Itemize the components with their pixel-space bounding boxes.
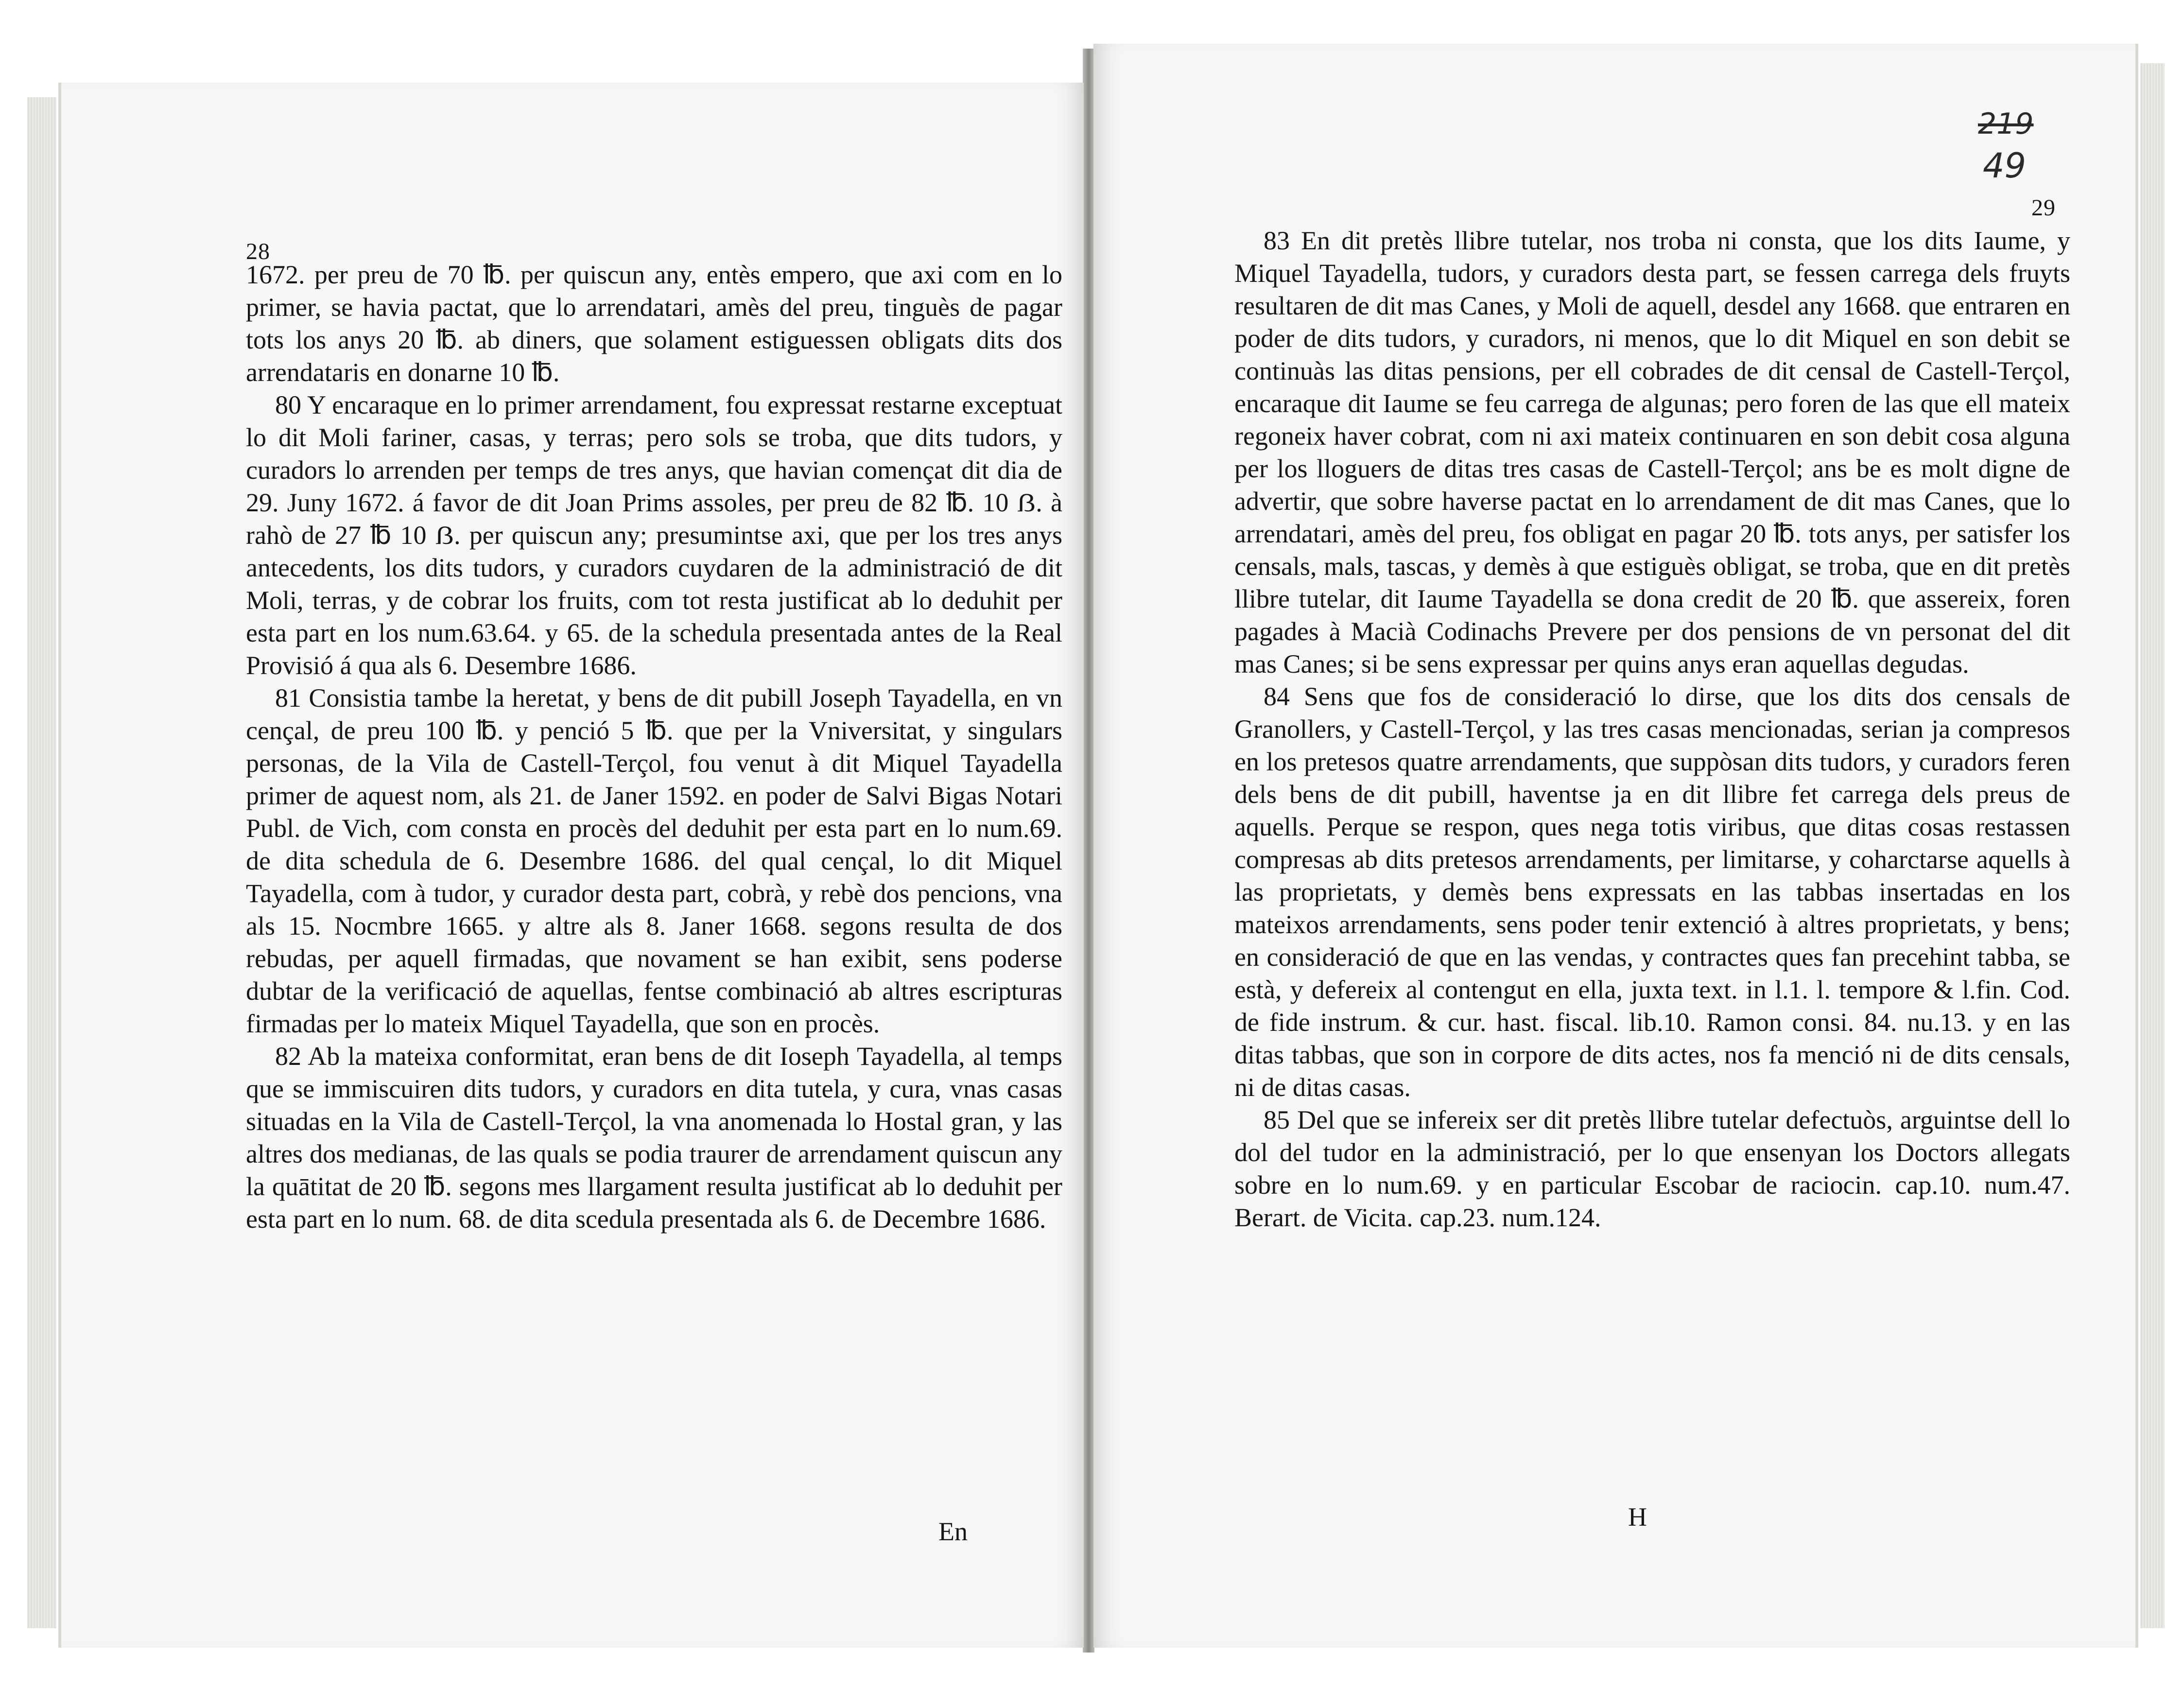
- folio-struck: 219: [1978, 107, 2034, 141]
- catchword: En: [938, 1517, 968, 1546]
- page-number-left: 28: [246, 239, 270, 264]
- paragraph: 83 En dit pretès llibre tutelar, nos troba ni consta, que los dits Iaume, y Miquel Tayadella, tudors, y curadors desta part, se fessen carrega dels fruyts resultaren de dit mas Canes, y Moli de aquell, desdel any 1668. que entraren en poder de dits tudors, y curadors, ni menos, que lo dit Miquel en son debit se continuàs las ditas pensions, per ell cobrades de dit censal de Castell-Terçol, encaraque dit Iaume se feu carrega de algunas; pero foren de las que ell mateix regoneix haver cobrat, com ni axi mateix continuaren en son debit cosa alguna per los lloguers de ditas tres casas de Castell-Terçol; ans be es molt digne de advertir, que sobre haverse pactat en lo arrendament de dit mas Canes, que lo arrendatari, amès del preu, fos obligat en pagar 20 ℔. tots anys, per satisfer los censals, mals, tascas, y demès à que estiguès obligat, se troba, que en dit pretès llibre tutelar, dit Iaume Tayadella se dona credit de 20 ℔. que assereix, foren pagades à Macià Codinachs Prevere per dos pensions de vn personat del dit mas Canes; si be sens expressar per quins anys eran aquellas degudas.: [1234, 226, 2070, 679]
- book-gutter: [1083, 49, 1094, 1653]
- paragraph: 81 Consistia tambe la heretat, y bens de dit pubill Joseph Tayadella, en vn cençal, de preu 100 ℔. y penció 5 ℔. que per la Vniversitat, y singulars personas, de la Vila de Castell-Terçol, fou venut à dit Miquel Tayadella primer de aquest nom, als 21. de Janer 1592. en poder de Salvi Bigas Notari Publ. de Vich, com consta en procès del deduhit per esta part en lo num.69. de dita schedula de 6. Desembre 1686. del qual cençal, lo dit Miquel Tayadella, com à tudor, y curador desta part, cobrà, y rebè dos pencions, vna als 15. Nocmbre 1665. y altre als 8. Janer 1668. segons resulta de dos rebudas, per aquell firmadas, que novament se han exibit, sens poderse dubtar de la verificació de aquellas, fentse combinació ab altres escripturas firmadas per lo mateix Miquel Tayadella, que son en procès.: [246, 683, 1062, 1038]
- left-page-text: [246, 259, 1062, 1236]
- signature-mark: H: [1628, 1502, 1647, 1531]
- right-page: [1093, 44, 2138, 1648]
- paragraph: 85 Del que se infereix ser dit pretès llibre tutelar defectuòs, arguintse dell lo dol del tudor en la administració, per lo que ensenyan los Doctors allegats sobre en lo num.69. y en particular Escobar de raciocin. cap.10. num.47. Berart. de Vicita. cap.23. num.124.: [1234, 1105, 2070, 1232]
- paragraph: 82 Ab la mateixa conformitat, eran bens de dit Ioseph Tayadella, al temps que se immiscuiren dits tudors, y curadors en dita tutela, y cura, vnas casas situadas en la Vila de Castell-Terçol, la vna anomenada lo Hostal gran, y las altres dos medianas, de las quals se podia traurer de arrendament quiscun any la quātitat de 20 ℔. segons mes llargament resulta justificat ab lo deduhit per esta part en lo num. 68. de dita scedula presentada als 6. de Decembre 1686.: [246, 1042, 1062, 1234]
- paragraph: 80 Y encaraque en lo primer arrendament, fou expressat restarne exceptuat lo dit Moli fariner, casas, y terras; pero sols se troba, que dits tudors, y curadors lo arrenden per temps de tres anys, que havian començat dit dia de 29. Juny 1672. á favor de dit Joan Prims assoles, per preu de 82 ℔. 10 ẞ. à rahò de 27 ℔ 10 ẞ. per quiscun any; presumintse axi, que per los tres anys antecedents, los dits tudors, y curadors cuydaren de la administració de dit Moli, terras, y de cobrar los fruits, com tot resta justificat ab lo deduhit per esta part en los num.63.64. y 65. de la schedula presentada antes de la Real Provisió á qua als 6. Desembre 1686.: [246, 390, 1062, 680]
- right-page-text: [1234, 225, 2070, 1234]
- folio-number: 49: [1983, 146, 2027, 186]
- left-page: [58, 83, 1084, 1648]
- page-number-right: 29: [2031, 195, 2056, 221]
- paragraph: 1672. per preu de 70 ℔. per quiscun any, entès empero, que axi com en lo primer, se havia pactat, que lo arrendatari, amès del preu, tinguès de pagar tots los anys 20 ℔. ab diners, que solament estiguessen obligats dits dos arrendataris en donarne 10 ℔.: [246, 260, 1062, 387]
- paragraph: 84 Sens que fos de consideració lo dirse, que los dits dos censals de Granollers, y Castell-Terçol, y las tres casas mencionadas, serian ja compresos en los pretesos quatre arrendaments, que suppòsan dits tudors, y curadors feren dels bens de dit pubill, haventse ja en dit llibre fet carrega dels preus de aquells. Perque se respon, ques nega totis viribus, que ditas cosas restassen compresas ab dits pretesos arrendaments, per limitarse, y coharctarse aquells à las proprietats, y demès bens expressats en las tabbas insertadas en los mateixos arrendaments, sens poder tenir extenció à altres proprietats, y bens; en consideració de que en las vendas, y contractes ques fan precehint tabba, se està, y defereix al contengut en ella, juxta text. in l.1. l. tempore & l.fin. Cod. de fide instrum. & cur. hast. fiscal. lib.10. Ramon consi. 84. nu.13. y en las ditas tabbas, que son in corpore de dits actes, nos fa menció ni de dits censals, ni de ditas casas.: [1234, 682, 2070, 1102]
